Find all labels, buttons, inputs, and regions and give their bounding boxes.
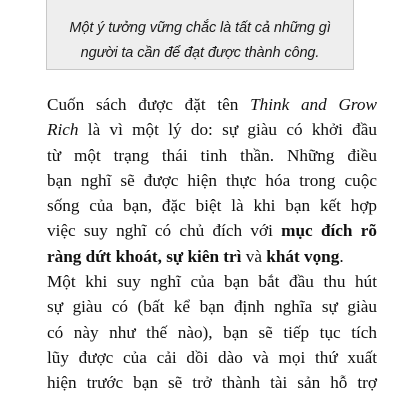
body-text-segment: Cuốn sách được đặt tên (47, 95, 251, 114)
body-line-7 (47, 244, 377, 269)
pull-quote-line-2: người ta cần để đạt được thành công. (80, 45, 320, 61)
body-text-segment: việc suy nghĩ có chủ đích với (47, 221, 282, 241)
body-line-9: sự giàu có (bất kể bạn định nghĩa sự giàu (47, 297, 377, 317)
body-line-5: sống của bạn, đặc biệt là khi bạn kết hợp (47, 196, 377, 216)
body-line-12: hiện trước bạn sẽ trở thành tài sản hỗ trợ (47, 373, 377, 393)
pull-quote (57, 16, 343, 66)
pull-quote-box (46, 0, 354, 70)
bold-phrase: khát vọng (266, 246, 340, 266)
pull-quote-line-1: Một ý tưởng vững chắc là tất cả những gì (69, 20, 331, 36)
body-line-1 (47, 92, 377, 117)
bold-phrase: mục đích rõ (281, 221, 377, 241)
body-text-segment: là vì một lý do: sự giàu có khởi đầu (78, 120, 377, 140)
book-title-part-1: Think and Grow (250, 95, 377, 114)
body-line-4: bạn nghĩ sẽ được hiện thực hóa trong cuộc (47, 170, 377, 190)
body-line-8: Một khi suy nghĩ của bạn bắt đầu thu hút (47, 272, 377, 292)
body-paragraph (47, 92, 377, 396)
body-line-3: từ một trạng thái tinh thần. Những điều (47, 145, 377, 165)
bold-phrase: ràng dứt khoát, sự kiên trì (47, 246, 242, 266)
book-title-part-2: Rich (47, 120, 79, 140)
body-line-11: lũy được của cải dồi dào và mọi thứ xuất (47, 347, 377, 367)
body-line-6 (47, 218, 377, 243)
body-text-segment: . (339, 246, 344, 266)
body-text-segment: và (241, 246, 267, 266)
body-line-10: có này như thế nào), bạn sẽ tiếp tục tích (47, 322, 377, 342)
body-line-2 (47, 117, 377, 142)
